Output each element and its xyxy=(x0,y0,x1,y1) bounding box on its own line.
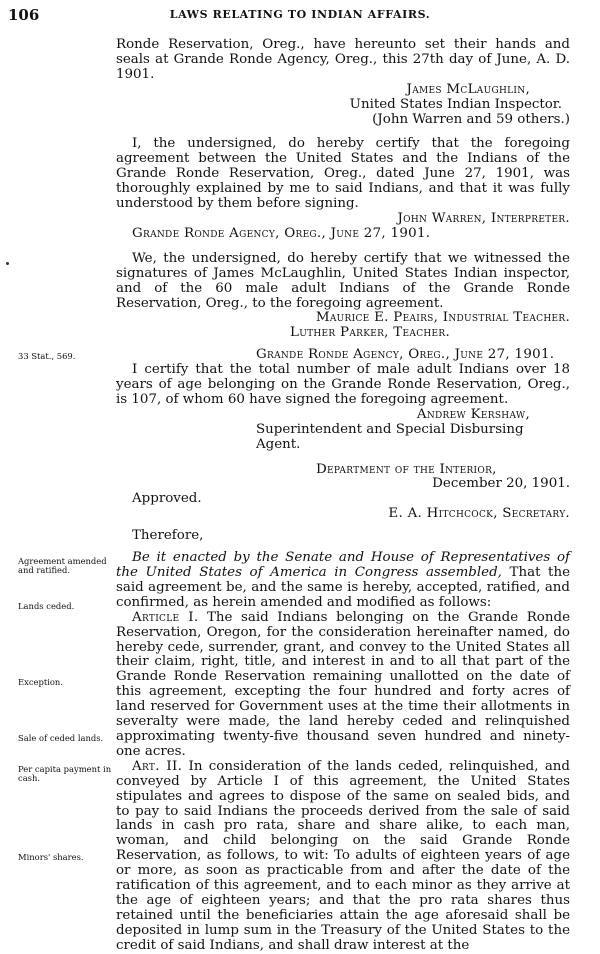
signature-teacher-1: Maurice E. Peairs, Industrial Teacher. xyxy=(315,310,570,326)
place-date: Grande Ronde Agency, Oreg., June 27, 1901. xyxy=(132,225,431,241)
margin-note-stat: 33 Stat., 569. xyxy=(18,351,76,361)
margin-note-agreement: Agreement amended and ratified. xyxy=(18,556,107,576)
signature-secretary: E. A. Hitchcock, Secretary. xyxy=(388,506,570,522)
page-number: 106 xyxy=(8,6,40,24)
department-date: December 20, 1901. xyxy=(432,476,570,492)
signature-teacher-2: Luther Parker, Teacher. xyxy=(290,325,451,341)
stray-mark xyxy=(6,262,9,265)
paragraph-population-certificate: I certify that the total number of male adult Indians over 18 years of age belonging on the Grande Ronde Reservation, Oreg., is 107, of whom 60 have signed the foregoing agreement. xyxy=(116,362,570,407)
place-date-2: Grande Ronde Agency, Oreg., June 27, 1901. xyxy=(256,347,555,363)
article-2: Art. II. In consideration of the lands ceded, relinquished, and conveyed by Article I of this agreement, the United States stipulates and agrees to dispose of the same on sealed bids, and to pay to said Indians the proceeds derived from the sale of said lands in cash pro rata, share and share alike, to each man, woman, and child belonging on the said Grande Ronde Reservation, as follows, to wit: To adults of eighteen years of age or more, as soon as practicable from and after the date of the ratification of this agreement, and to each minor as they arrive at the age of eighteen years; and that the pro rata shares thus retained until the beneficiaries attain the age aforesaid shall be deposited in lump sum in the Treasury of the United States to the credit of said Indians, and shall draw interest at the xyxy=(116,758,571,953)
paragraph-closing: Ronde Reservation, Oreg., have hereunto set their hands and seals at Grande Ronde Agency, Oreg., this 27th day of June, A. D. 1901. xyxy=(116,37,570,82)
enacting-clause: Be it enacted by the Senate and House of Representatives of the United States of America in Congress assembled, That the said agreement be, and the same is hereby, accepted, ratified, and confirmed, as herein amended and modified as follows: xyxy=(116,550,570,610)
signature-interpreter: John Warren, Interpreter. xyxy=(397,210,570,226)
margin-note-sale: Sale of ceded lands. xyxy=(18,733,104,743)
signature-name: James McLaughlin, xyxy=(406,81,530,97)
article-1: Article I. The said Indians belonging on the Grande Ronde Reservation, Oregon, for the consideration hereinafter named, do hereby cede, surrender, grant, and convey to the United States all their claim, right, title, and interest in and to all that part of the Grande Ronde Reservation remaining unallotted on the date of this agreement, excepting the four hundred and forty acres of land reserved for Government uses at the time their allotments in severalty were made, the land hereby ceded and relinquished approximating twenty-five thousand seven hundred and ninety-one acres. xyxy=(116,609,570,759)
main-text xyxy=(116,38,570,954)
margin-note-lands: Lands ceded. xyxy=(18,601,75,611)
approved-label: Approved. xyxy=(132,491,202,507)
paragraph-witness-certificate: We, the undersigned, do hereby certify that we witnessed the signatures of James McLaughlin, United States Indian inspector, and of the 60 male adult Indians of the Grande Ronde Reservation, Oreg., to the foregoing agreement. xyxy=(116,250,570,311)
running-header xyxy=(8,6,592,24)
therefore-label: Therefore, xyxy=(132,528,204,544)
signature-note: (John Warren and 59 others.) xyxy=(372,111,570,127)
signature-title: United States Indian Inspector. xyxy=(349,96,562,112)
running-title: LAWS RELATING TO INDIAN AFFAIRS. xyxy=(169,8,431,21)
margin-note-exception: Exception. xyxy=(18,677,63,687)
paragraph-interpreter-certificate: I, the undersigned, do hereby certify that the foregoing agreement between the United States and the Indians of the Grande Ronde Reservation, Oreg., dated June 27, 1901, was thoroughly explained by me to said Indians, and that it was fully understood by them before signing. xyxy=(116,136,570,212)
signature-superintendent: Andrew Kershaw, xyxy=(416,406,530,422)
margin-note-minors: Minors' shares. xyxy=(18,852,84,862)
signature-superintendent-title: Superintendent and Special Disbursing Agent. xyxy=(256,421,524,452)
margin-note-per-capita: Per capita payment in cash. xyxy=(18,764,112,784)
department-heading: Department of the Interior, xyxy=(316,461,497,477)
